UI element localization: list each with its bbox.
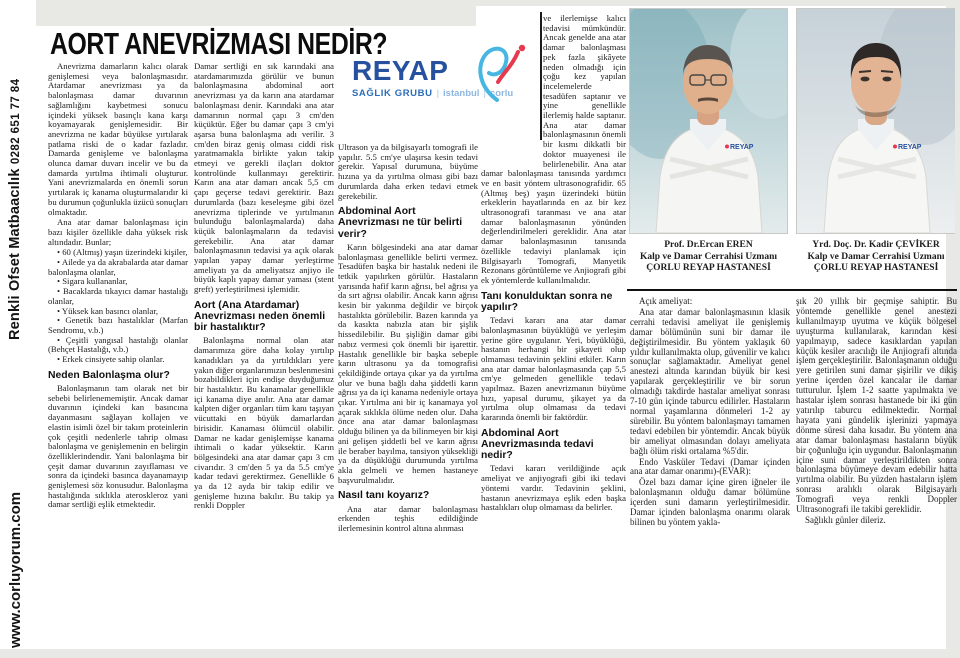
logo-location-corlu: çorlu (489, 88, 514, 99)
doctor-name: Prof. Dr.Ercan EREN (664, 240, 753, 250)
article-column-1 (48, 62, 188, 511)
article-column-5 (630, 297, 790, 529)
reyap-logo-wordmark: REYAP (352, 55, 449, 86)
paragraph: Damar sertliği en sık karındaki ana atardamarımızda görülür ve bunun balonlaşmasına abdominal aort anevrizması ya da karın ana atardamar balonlaşması denir. Karındaki ana atar damarının normal çapı 3 cm'den küçüktür. Eğer bu damar çapı 3 cm'yi aşarsa buna balonlaşma adı verilir. 3 cm'den biraz geniş olması ciddi risk yaratmamakla birlikte yakın takip etmeyi ve gerekli ilaçları doktor kontrolünde kullanmayı gerektirir. Karın ana atar damarı ancak 5,5 cm çapı geçerse tedavi gerektirir. Bazı durumlarda (bazı keseleşme gibi özel anevrizma tiplerinde ve yırtılmanın bulunduğu balonlaşmalarda) daha küçük balonlaşmaların da tedavisi gerekebilir. Ana atar damar balonlaşmasının tedavisi ya açık olarak yapılan yapay damar yerleştirme ameliyatı ya da ameliyatsız anjiyo ile büyük kaplı yapay damar yaması (stent greft) yerleştirilmesi işlemidir. (194, 61, 334, 295)
section-heading: Neden Balonlaşma olur? (48, 369, 170, 381)
paragraph: şık 20 yıllık bir geçmişe sahiptir. Bu yöntemde genellikle genel anestezi kullanılmayıp uyutma ve küçük bölgesel uyuşturma kullanılarak, karından kesi yapılmayıp, sadece kasıklardan yapılan küçük kesiler aracılığı ile Anjiografi altında işlem gerçekleştirilir. Balonlaşmanın olduğu yere getirilen suni damar şişirilir ve dikiş yerine içerden özel kancalar ile damar tutturulur. İşlem 1-2 saatte yapılmakta ve hastalar işlem sonrası hastanede bir iki gün yatırılıp taburcu edilmektedir. Normal hayata yani gündelik işlerinizi yapmaya dönme süresi daha kısadır. Bu yöntem ana atar damar balonlaşması hastaların büyük bir çoğunluğu için uygundur. Balonlaşmanın içine suni damar yerleştirildikten sonra balonlaşma büyümeye devam edebilir hatta yırtılma olabilir. Bu yüzden hastaların işlem sonrası aralıklı olarak Bilgisayarlı Tomografi veya renkli Doppler Ultrasonografi ile takibi gereklidir. (796, 296, 957, 515)
logo-location-istanbul: istanbul (443, 88, 480, 99)
paragraph: Ana atar damar balonlaşması için bazı kişiler özellikle daha yüksek risk altındadır. Bunlar; (48, 217, 188, 247)
bullet-item: • Genetik bazı hastalıklar (Marfan Sendromu, v.b.) (48, 315, 188, 335)
website-text: www.corluyorum.com (7, 491, 24, 648)
page-margin-top (36, 0, 476, 26)
section-heading: Tanı konulduktan sonra ne yapılır? (481, 290, 613, 313)
doctor-title: Kalp ve Damar Cerrahisi Uzmanı (807, 251, 945, 262)
section-heading: Nasıl tanı koyarız? (338, 490, 430, 502)
bullet-item: • Sigara kullananlar, (57, 276, 128, 287)
bullet-item: • Yüksek kan basıncı olanlar, (57, 305, 159, 316)
paragraph: Balonlaşma normal olan atar damarımıza göre daha kolay yırtılıp kanadıkları ya da yırtıldıkları yere yakın diğer organlarımızın beslenmesini bozabildikleri için endişe duyduğumuz bir hastalıktır. Bu kanamalar genellikle içi kanama diye anılır. Ana atar damar kalpten diğer organları tüm kanı taşıyan vücuttaki en büyük damarlardan birisidir. Kanaması ölümcül olabilir. Damar ne kadar genişlemişse kanama ihtimali o kadar yüksektir. Karın bölgesindeki ana atar damar çapı 3 cm civarıdır. 3 cm'den 5 ya da 5.5 cm'ye kadar tedavi gerektirmez. Genellikle 6 ya da 12 ayda bir takip edilir ve genişleme hızına bakılır. Bu takip ya renkli Doppler (194, 335, 335, 511)
doctor-hospital: ÇORLU REYAP HASTANESİ (646, 263, 771, 273)
printer-phone: 0282 651 77 84 (10, 78, 22, 165)
coat-logo-text: REYAP (898, 144, 922, 151)
section-heading: Abdominal Aort Anevrizması ne tür belirti verir? (338, 206, 463, 240)
paragraph: Tedavi kararı verildiğinde açık ameliyat ve anjiyografi gibi iki tedavi yöntemi vardır. Tedavinin şeklini, hastanın anevrizmaya eşlik eden başka hastalıkları olup olmaması da belirler. (481, 463, 626, 513)
caption-kadir-ceviker (792, 240, 960, 275)
logo-group-label: SAĞLIK GRUBU (352, 88, 433, 99)
caption-ercan-eren (625, 240, 792, 275)
paragraph: Anevrizma damarların kalıcı olarak genişlemesi veya balonlaşmasıdır. Atardamar anevrizması ya da balonlaşması damar duvarının sağlamlığını kaybetmesi sonucu içindeki yüksek basınçlı kana karşı koyamayarak genişlemesidir. Bir anevrizma ne kadar büyükse yırtılarak patlama riski de o kadar fazladır. Damarda genişleme ve balonlaşma olunca damar duvarı incelir ve bu da damarda yırtılma ihtimali oluşturur. Yani anevrizmalarda en önemli sorun yırtılarak iç kanama oluşturmalarıdır ki bu durumun çoğunlukla üzücü sonuçları olmaktadır. (48, 61, 188, 217)
page-margin-top-right (476, 0, 958, 6)
doctor-name: Yrd. Doç. Dr. Kadir ÇEVİKER (812, 240, 940, 250)
logo-separator: | (436, 88, 440, 99)
bullet-item: • Bacaklarda tıkayıcı damar hastalığı olanlar, (48, 286, 188, 306)
article-column-2 (194, 62, 334, 512)
article-column-6 (796, 297, 957, 527)
paragraph: Açık ameliyat: (639, 296, 693, 306)
doctor-photo-ercan-eren (629, 8, 788, 234)
paragraph: Ultrason ya da bilgisayarlı tomografi ile yapılır. 5.5 cm'ye ulaşırsa kesin tedavi gerekir. Yapısal durumuna, büyüme hızına ya da yırtılma olması gibi bazı durumlarda daha erken tedavi etmek gerekebilir. (338, 142, 478, 201)
article-column-3 (338, 143, 478, 535)
paragraph: Ana atar damar balonlaşmasının klasik cerrahi tedavisi ameliyat ile genişlemiş damar bölümünün suni bir damar ile değiştirilmesidir. Bu yöntem yaklaşık 60 yıldır kullanılmakta olup, güvenilir ve kalıcı sonuçlar sağlamaktadır. Ameliyat genel anestezi altında karından büyük bir kesi yapılarak gerçekleştirilir ve bir sorun olmadığı takdirde hastalar ameliyat sonrası 7-10 gün içinde taburcu edilirler. Hastaların normal yaşamlarına dönmeleri 1-2 ay sürebilir. Bu yöntem balonlaşmayı tamamen tedavi edebilen bir yöntemdir. Ancak büyük bir ameliyat olmasından dolayı ameliyata bağlı ölüm riski ortalama %5'dir. (630, 306, 790, 456)
article-column-4 (481, 14, 626, 514)
page-margin-bottom (0, 649, 960, 658)
bullet-item: • Çeşitli yangısal hastalığı olanlar (Behçet Hastalığı, v.b.) (48, 334, 188, 355)
paragraph: Endo Vasküler Tedavi (Damar içinden ana atar damar onarımı)-(EVAR): (630, 456, 790, 477)
section-heading: Abdominal Aort Anevrizmasında tedavi nedir? (481, 427, 594, 462)
paragraph: ve ilerlemişse kalıcı tedavisi mümkündür. Ancak genelde ana atar damar balonlaşması pek fazla şikâyete neden olmadığı için çoğu kez yapılan incelemelerde tesadüfen saptanır ve yine genellikle ilerlemiş halde saptanır. Ana atar damar balonlaşmasının önemli bir kısmı dikkatli bir doktor muayenesi ile belirlenebilir. Ana atar damar balonlaşması tanısında yardımcı ve en basit yöntem ultrasonografidir. 65 (Altmış beş) yaşın üzerindeki bütün erkeklerin hayatlarında en az bir kez ultrasonografi taranması ve ana atar damar balonlaşmasının yönünden değerlendirilmeleri gereklidir. Ana atar damar balonlaşmasının tanısında özellikle tedaviyi planlamak için Bilgisayarlı Tomografi, Manyetik Rezonans görüntüleme ve Anjiografi gibi ek yöntemlerde kullanılmalıdır. (481, 13, 626, 285)
bullet-item: • 60 (Altmış) yaşın üzerindeki kişiler, (57, 247, 188, 258)
doctor-hospital: ÇORLU REYAP HASTANESİ (813, 263, 939, 273)
doctor-title: Kalp ve Damar Cerrahisi Uzmanı (639, 251, 778, 262)
paragraph: Karın bölgesindeki ana atar damar balonlaşması genellikle belirti vermez. Tesadüfen başka bir hastalık nedeni ile tetkik yapılırken görülür. Hastaların yarısında hafif karın ağrısı, bel ağrısı ya da sırt ağrısı olabilir. Ancak karın ağrısı kesin bir yakınma değildir ve birçok hastalıkta görülebilir. Bazen karında ya da kasıkta nabızla atan bir şişlik hissedilebilir. Bu şişliğin damar gibi nabız vermesi çok önemli bir işarettir. Hastalık genellikle bir başka sebeple karın ultrasonu ya da tomografisi çekildiğinde ortaya çıkar ya da yırtılma olur ve buna bağlı daha şiddetli karın ağrısı ya da içi kanama nedeniyle ortaya çıkar. Yırtılma ani bir iç kanamaya yol açarak sıklıkla ölüme neden olur. Daha önce ana atar damar balonlaşması olduğu bilinen ya da bilinmeyen bir kişi ani gelişen şiddetli bel ve karın ağrısı ile beraber bayılma, tansiyon yüksekliği ya da düşüklüğü durumunda yırtılma akla gelmeli ve hemen hastaneye başvurulmalıdır. (338, 241, 478, 485)
bullet-item: • Ailede ya da akrabalarda atar damar balonlaşma olanlar, (48, 257, 188, 277)
logo-wrap-spacer (481, 14, 543, 160)
bullet-item: • Erkek cinsiyete sahip olanlar. (57, 354, 165, 365)
paragraph: Ana atar damar balonlaşması erkenden teşhis edildiğinde ilerlemesinin kontrol altına alınması (338, 503, 478, 534)
coat-logo-text: REYAP (730, 144, 754, 151)
section-divider-rule (627, 289, 957, 291)
paragraph: Tedavi kararı ana atar damar balonlaşmasının büyüklüğü ve yerleşim yerine göre uygulanır. Yeri, büyüklüğü, hastanın herhangi bir şikayeti olup olmaması tedavinin şeklini etkiler. Karın ana atar damar balonlaşmasında çap 5,5 cm'ye gelmeden genellikle tedavi yapılmaz. Bazen anevrizmanın büyüme hızı, yapısal durumu, şikayet ya da yırtılma olup olmaması da tedavi kararında önemli bir faktördür. (481, 315, 626, 423)
paragraph: Özel bazı damar içine giren iğneler ile balonlaşmanın olduğu damar bölümüne içerden suni damarın yerleştirilmesidir. Damar içinden balonlaşma onarımı olarak bilinen bu yöntem yakla- (630, 477, 790, 527)
section-heading: Aort (Ana Atardamar) Anevrizması neden önemli bir hastalıktır? (194, 299, 326, 334)
headline: AORT ANEVRİZMASI NEDİR? (50, 26, 388, 61)
printer-name: Renkli Ofset Matbaacılık (7, 168, 23, 340)
paragraph: Balonlaşmanın tam olarak net bir sebebi belirlenememiştir. Ancak damar duvarının içindeki kan basıncına dayanmasını sağlayan kollajen ve elastin isimli özel bir takım proteinlerin çok çeşitli nedenlerle tahrip olması balonlaşma ve genişlemenin en belirgin özelliklerindendir. Yani balonlaşma bir çeşit damar duvarının zayıflaması ve sonra da içindeki basınca dayanamayıp genişlemesi söz konusudur. Balonlaşma hastalığında sıklıkla ateroskleroz yani damar sertliği eşlik etmektedir. (48, 383, 188, 510)
doctor-photo-kadir-ceviker (796, 8, 955, 234)
logo-separator: | (483, 88, 486, 99)
paragraph: Sağlıklı günler dileriz. (805, 514, 886, 525)
printer-credit (7, 79, 23, 340)
